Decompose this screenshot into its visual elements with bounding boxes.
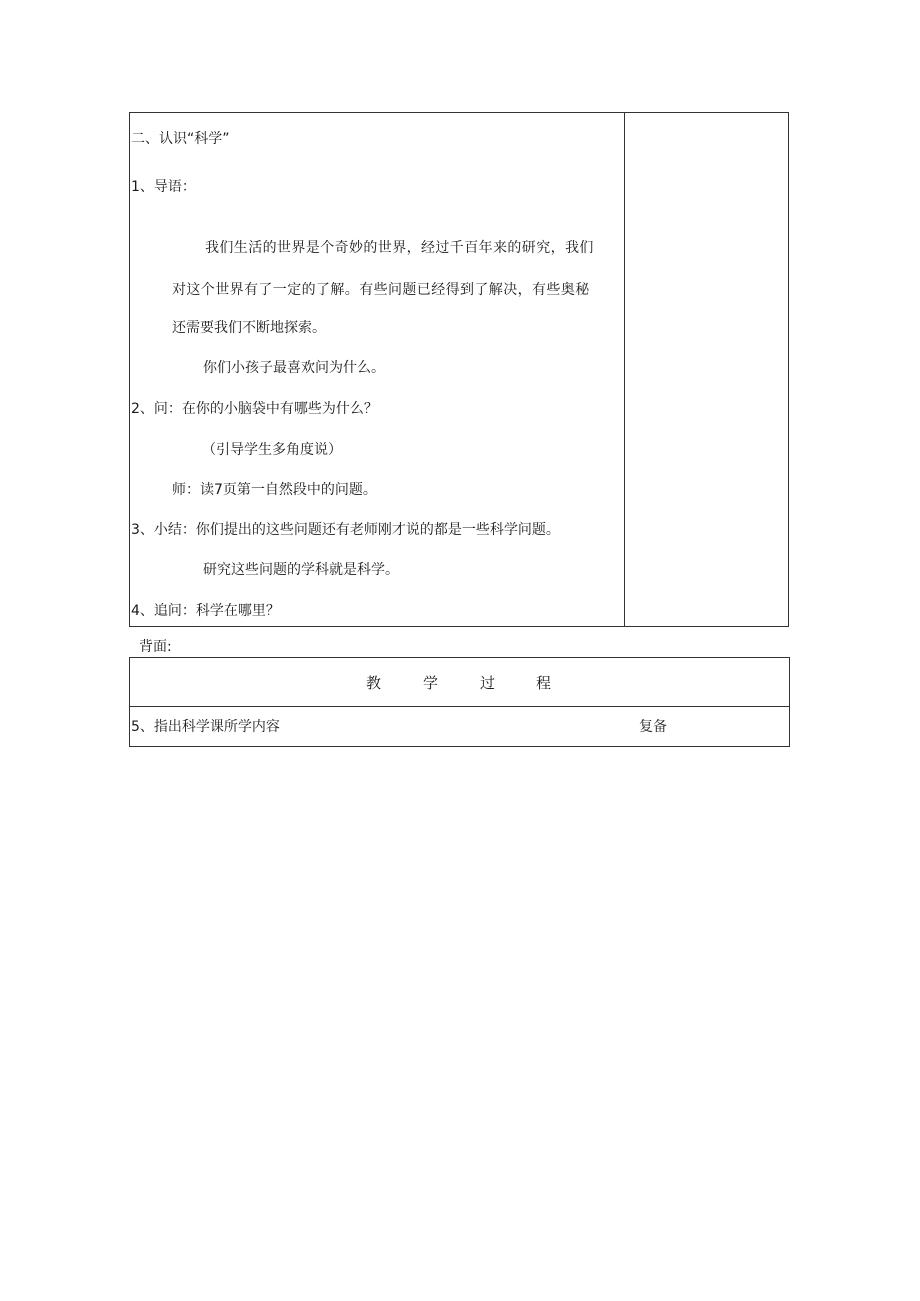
header-char-4: 程 [536, 674, 552, 692]
header-char-3: 过 [480, 674, 496, 692]
section-title: 二、认识“科学” [131, 131, 230, 147]
intro-paragraph-line-3: 还需要我们不断地探索。 [172, 320, 326, 336]
back-side-label: 背面: [139, 639, 172, 655]
teacher-instruction: 师：读7页第一自然段中的问题。 [172, 482, 377, 498]
step-2-question: 2、问：在你的小脑袋中有哪些为什么？ [131, 401, 378, 417]
table-row-divider [129, 706, 790, 707]
guide-note: （引导学生多角度说） [202, 442, 342, 458]
step-1-heading: 1、导语： [131, 179, 196, 195]
review-label: 复备 [639, 719, 667, 735]
step-4-question: 4、追问：科学在哪里？ [131, 603, 280, 619]
header-char-2: 学 [423, 674, 439, 692]
step-3-summary: 3、小结：你们提出的这些问题还有老师刚才说的都是一些科学问题。 [131, 522, 560, 538]
header-char-1: 教 [366, 674, 382, 692]
review-column [625, 113, 788, 626]
step-3-summary-continued: 研究这些问题的学科就是科学。 [203, 562, 399, 578]
step-5-heading: 5、指出科学课所学内容 [131, 719, 280, 735]
intro-paragraph-line-2: 对这个世界有了一定的了解。有些问题已经得到了解决，有些奥秘 [172, 282, 590, 298]
intro-paragraph-line-4: 你们小孩子最喜欢问为什么。 [203, 360, 385, 376]
intro-paragraph-line-1: 我们生活的世界是个奇妙的世界，经过千百年来的研究，我们 [205, 240, 594, 256]
